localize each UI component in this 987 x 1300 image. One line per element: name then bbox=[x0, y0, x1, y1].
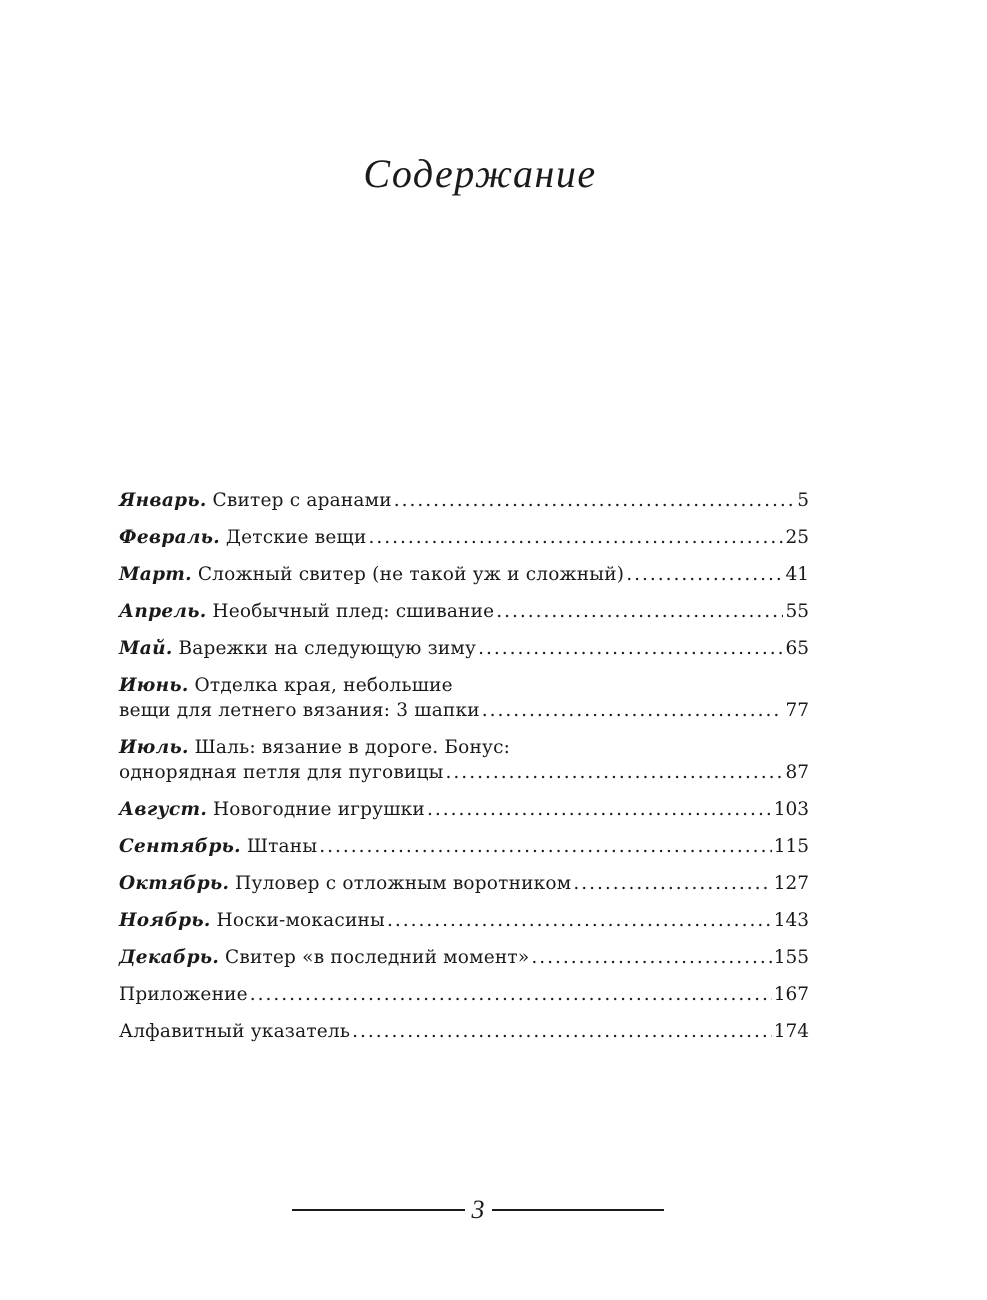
toc-line bbox=[119, 760, 809, 785]
toc-month: Январь. bbox=[119, 490, 207, 511]
leader-dots bbox=[394, 488, 795, 513]
toc-page-number: 65 bbox=[785, 638, 809, 659]
leader-dots bbox=[319, 834, 771, 859]
leader-dots bbox=[573, 871, 771, 896]
toc-page-number: 103 bbox=[773, 799, 809, 820]
toc-line bbox=[119, 673, 809, 698]
toc-month: Июль. bbox=[119, 737, 189, 758]
toc-entry-january[interactable] bbox=[119, 488, 809, 513]
toc-title: Свитер «в последний момент» bbox=[224, 947, 530, 968]
toc-line bbox=[119, 562, 809, 587]
toc-month: Июнь. bbox=[119, 675, 189, 696]
toc-line bbox=[119, 698, 809, 723]
toc-entry-april[interactable] bbox=[119, 599, 809, 624]
toc-title: Алфавитный указатель bbox=[119, 1021, 351, 1042]
toc-entry-july[interactable] bbox=[119, 735, 809, 785]
toc-page-number: 167 bbox=[773, 984, 809, 1005]
leader-dots bbox=[250, 982, 772, 1007]
toc-title: Свитер с аранами bbox=[212, 490, 392, 511]
toc-page-number: 115 bbox=[773, 836, 809, 857]
toc-line bbox=[119, 908, 809, 933]
toc-title: Штаны bbox=[246, 836, 318, 857]
toc-line bbox=[119, 488, 809, 513]
toc-title: Детские вещи bbox=[225, 527, 367, 548]
toc-line bbox=[119, 797, 809, 822]
toc-page-number: 41 bbox=[785, 564, 809, 585]
toc-month: Февраль. bbox=[119, 527, 220, 548]
toc-line bbox=[119, 871, 809, 896]
toc-entry-march[interactable] bbox=[119, 562, 809, 587]
toc-page-number: 87 bbox=[785, 762, 809, 783]
toc-page-number: 55 bbox=[785, 601, 809, 622]
toc-page-number: 155 bbox=[773, 947, 809, 968]
toc-title: Новогодние игрушки bbox=[212, 799, 425, 820]
toc-page-number: 127 bbox=[773, 873, 809, 894]
page-number: 3 bbox=[471, 1195, 485, 1224]
leader-dots bbox=[352, 1019, 772, 1044]
toc-line bbox=[119, 735, 809, 760]
footer-rule-left bbox=[292, 1209, 465, 1211]
toc-line bbox=[119, 1019, 809, 1044]
toc-title: Отделка края, небольшие bbox=[194, 675, 453, 696]
toc-month: Сентябрь. bbox=[119, 836, 241, 857]
toc-page-number: 143 bbox=[773, 910, 809, 931]
leader-dots bbox=[531, 945, 771, 970]
toc-title: Необычный плед: сшивание bbox=[212, 601, 495, 622]
page-footer bbox=[292, 1195, 664, 1225]
table-of-contents bbox=[119, 488, 809, 1056]
page-title: Содержание bbox=[363, 151, 597, 196]
toc-entry-index[interactable] bbox=[119, 1019, 809, 1044]
leader-dots bbox=[626, 562, 783, 587]
toc-title: Сложный свитер (не такой уж и сложный) bbox=[197, 564, 625, 585]
toc-entry-may[interactable] bbox=[119, 636, 809, 661]
toc-line bbox=[119, 525, 809, 550]
toc-title: Приложение bbox=[119, 984, 248, 1005]
toc-entry-december[interactable] bbox=[119, 945, 809, 970]
toc-title-continued: вещи для летнего вязания: 3 шапки bbox=[119, 700, 480, 721]
toc-line bbox=[119, 982, 809, 1007]
toc-entry-june[interactable] bbox=[119, 673, 809, 723]
toc-line bbox=[119, 599, 809, 624]
leader-dots bbox=[387, 908, 772, 933]
toc-title: Пуловер с отложным воротником bbox=[235, 873, 572, 894]
toc-page-number: 77 bbox=[785, 700, 809, 721]
toc-title: Шаль: вязание в дороге. Бонус: bbox=[194, 737, 511, 758]
toc-month: Март. bbox=[119, 564, 192, 585]
leader-dots bbox=[427, 797, 772, 822]
toc-page-number: 5 bbox=[797, 490, 809, 511]
leader-dots bbox=[478, 636, 783, 661]
toc-month: Август. bbox=[119, 799, 208, 820]
toc-month: Декабрь. bbox=[119, 947, 220, 968]
toc-entry-november[interactable] bbox=[119, 908, 809, 933]
toc-month: Апрель. bbox=[119, 601, 207, 622]
toc-title-continued: однорядная петля для пуговицы bbox=[119, 762, 444, 783]
toc-title: Носки-мокасины bbox=[216, 910, 385, 931]
footer-rule-right bbox=[492, 1209, 665, 1211]
toc-entry-august[interactable] bbox=[119, 797, 809, 822]
toc-page-number: 25 bbox=[785, 527, 809, 548]
leader-dots bbox=[482, 698, 784, 723]
toc-page-number: 174 bbox=[773, 1021, 809, 1042]
toc-entry-september[interactable] bbox=[119, 834, 809, 859]
leader-dots bbox=[368, 525, 783, 550]
toc-entry-february[interactable] bbox=[119, 525, 809, 550]
toc-month: Май. bbox=[119, 638, 173, 659]
toc-line bbox=[119, 636, 809, 661]
toc-month: Октябрь. bbox=[119, 873, 230, 894]
toc-line bbox=[119, 945, 809, 970]
toc-month: Ноябрь. bbox=[119, 910, 211, 931]
leader-dots bbox=[496, 599, 783, 624]
toc-entry-october[interactable] bbox=[119, 871, 809, 896]
toc-title: Варежки на следующую зиму bbox=[178, 638, 477, 659]
toc-line bbox=[119, 834, 809, 859]
toc-entry-appendix[interactable] bbox=[119, 982, 809, 1007]
leader-dots bbox=[446, 760, 784, 785]
